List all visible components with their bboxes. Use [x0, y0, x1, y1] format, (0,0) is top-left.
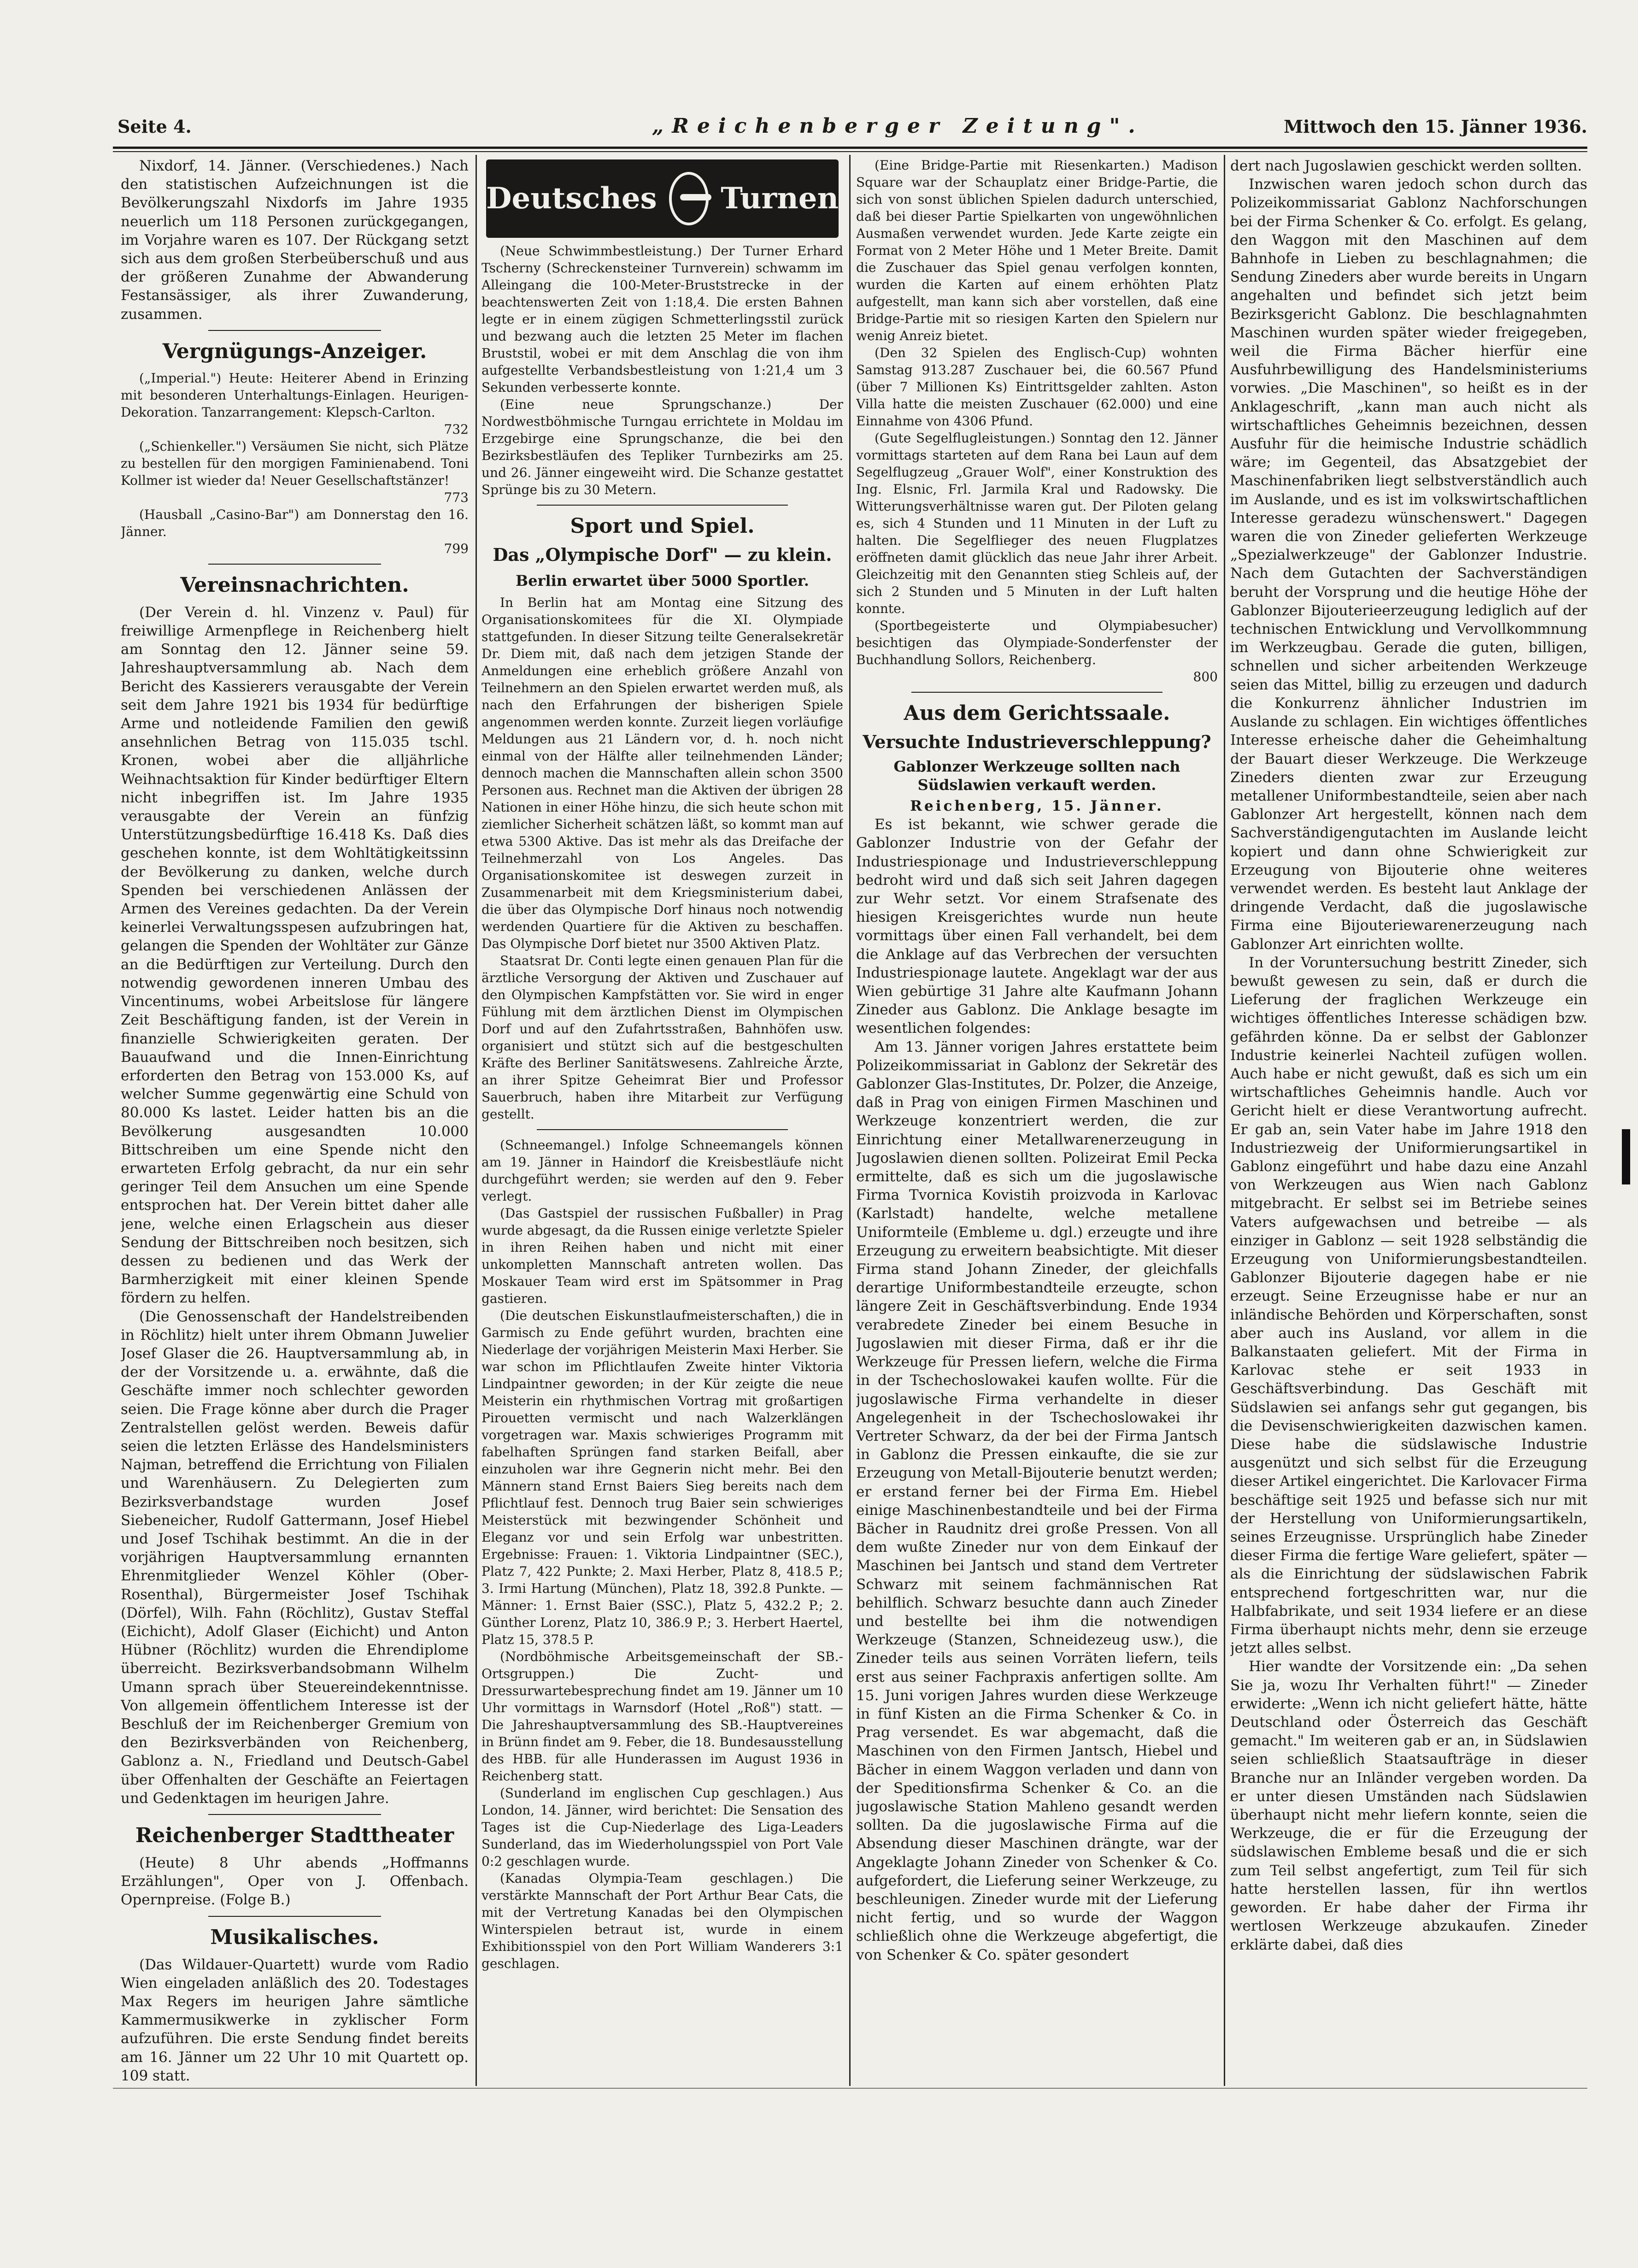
verein-heading: Vereinsnachrichten.: [180, 573, 409, 597]
separator: [911, 692, 1162, 693]
turnerkreuz-icon: [669, 172, 709, 225]
article-eiskunstlauf: (Die deutschen Eiskunstlaufmeisterschaften,) die in Garmisch zu Ende geführt wurden, brachten eine Niederlage der vorjährigen Meisterin Maxi Herber. Sie war schon im Pflichtlaufen Zweite hinter Viktoria Lindpaintner geworden; in der Kür zeigte die neue Meisterin ein rhythmischen Vortrag mit großartigen Pirouetten vermischt und nach Walzerklängen vorgetragen war. Maxis schwieriges Programm mit fabelhaften Sprüngen fand starken Beifall, aber einzuholen war ihre Gegnerin nicht mehr. Bei den Männern stand Ernst Baiers Sieg bereits nach dem Pflichtlauf fest. Dennoch trug Baier sein schwieriges Meisterstück mit bezwingender Schönheit und Eleganz vor und sein Erfolg war unbestritten. Ergebnisse: Frauen: 1. Viktoria Lindpaintner (SEC.), Platz 7, 422 Punkte; 2. Maxi Herber, Platz 8, 418.5 P.; 3. Irmi Hartung (München), Platz 18, 392.8 Punkte. — Männer: 1. Ernst Baier (SSC.), Platz 5, 432.2 P.; 2. Günther Lorenz, Platz 10, 386.9 P.; 3. Herbert Haertel, Platz 15, 378.5 P.: [481, 1308, 843, 1647]
separator: [537, 1129, 788, 1130]
masthead-title: „Reichenberger Zeitung".: [652, 114, 1144, 138]
article-russische-fussballer: (Das Gastspiel der russischen Fußballer) in Prag wurde abgesagt, da die Russen einige verletzte Spieler in ihren Reihen haben und nicht mit einer unkompletten Mannschaft antreten wollen. Das Moskauer Team wird erst im Spätsommer in Prag gastieren.: [481, 1206, 843, 1306]
article-olympic-dorf: In Berlin hat am Montag eine Sitzung des Organisationskomitees für die XI. Olympiade stattgefunden. In dieser Sitzung teilte Generalsekretär Dr. Diem mit, daß nach dem jetzigen Stande der Anmeldungen eine erheblich größere Anzahl von Teilnehmern an den Spielen erwartet werden muß, als nach den Erfahrungen der bisherigen Spiele angenommen werden konnte. Zurzeit liegen vorläufige Meldungen aus 21 Ländern vor, d. h. noch nicht einmal von der Hälfte aller teilnehmenden Länder; dennoch machen die Mannschaften allein schon 3500 Personen aus. Rechnet man die Aktiven der übrigen 28 Nationen in einer Höhe hinzu, die sich heute schon mit ziemlicher Sicherheit schätzen läßt, so kommt man auf etwa 5300 Aktive. Das ist mehr als das Dreifache der Teilnehmerzahl von Los Angeles. Das Organisationskomitee ist deswegen zurzeit in Zusammenarbeit mit dem Kriegsministerium dabei, die über das Olympische Dorf hinaus noch notwendig werdenden Quartiere für die Aktiven zu beschaffen. Das Olympische Dorf bietet nur 3500 Aktiven Platz.: [481, 595, 843, 951]
vergnuegung-heading: Vergnügungs-Anzeiger.: [162, 339, 427, 363]
article-court-body: Am 13. Jänner vorigen Jahres erstattete beim Polizeikommissariat in Gablonz der Sekretär des Gablonzer Glas-Institutes, Dr. Polzer, die Anzeige, daß in Prag von einigen Firmen Maschinen und Werkzeuge konzentriert werden, die zur Einrichtung einer Metallwarenerzeugung in Jugoslawien dienen sollten. Polizeirat Emil Pecka ermittelte, daß es sich um die jugoslawische Firma Tvornica Kovistih proizvoda in Karlovac (Karlstadt) handelte, welche metallene Uniformteile (Embleme u. dgl.) erzeugte und ihre Erzeugung zu erweitern beabsichtigte. Mit dieser Firma stand Johann Zineder, der gleichfalls derartige Uniformbestandteile erzeugte, schon längere Zeit in Geschäftsverbindung. Ende 1934 verabredete Zineder bei einem Besuche in Jugoslawien mit dieser Firma, daß er ihr die Werkzeuge für Pressen liefern, welche die Firma in der Tschechoslowakei kaufen wollte. Für die jugoslawische Firma verhandelte in dieser Angelegenheit in der Tschechoslowakei ihr Vertreter Schwarz, da der bei der Firma Jantsch in Gablonz die Pressen einkaufte, die sie zur Erzeugung von Metall-Bijouterie benutzt werden; er erstand ferner bei der Firma Em. Hiebel einige Maschinenbestandteile und bei der Firma Bächer in Raudnitz drei große Pressen. Von all dem wußte Zineder nur von dem Einkauf der Maschinen bei Jantsch und stand dem Vertreter Schwarz mit seinem fachmännischen Rat behilflich. Schwarz besuchte dann auch Zineder und bestellte bei ihm die notwendigen Werkzeuge (Stanzen, Schneidezeug usw.), die Zineder teils aus seinen Vorräten liefern, teils erst aus seiner Fachpraxis anfertigen sollte. Am 15. Juni vorigen Jahres wurden diese Werkzeuge in fünf Kisten an die Firma Schenker & Co. in Prag versendet. Es war abgemacht, daß die Maschinen von den Firmen Jantsch, Hiebel und Bächer in einem Waggon verladen und dann von der Speditionsfirma Schenker & Co. an die jugoslawische Station Mahleno gesandt werden sollten. Da die jugoslawische Firma auf die Absendung dieser Maschinen drängte, war der Angeklagte Johann Zineder von Schenker & Co. aufgefordert, die Lieferung seiner Werkzeuge, zu beschleunigen. Zineder wurde mit der Lieferung nicht fertig, und so wurde der Waggon schließlich ohne die Werkzeuge abgefertigt, die von Schenker & Co. später gesondert: [856, 1038, 1218, 1963]
separator: [208, 1916, 381, 1917]
article-englisch-cup: (Den 32 Spielen des Englisch-Cup) wohnten Samstag 913.287 Zuschauer bei, die 60.567 Pfund (über 7 Millionen Ks) Eintrittsgelder zahlten. Aston Villa hatte die meisten Zuschauer (62.000) und eine Einnahme von 4306 Pfund.: [856, 345, 1218, 429]
separator: [208, 1814, 381, 1815]
scan-edge-mark: [1622, 1129, 1630, 1184]
article-aerztliche-versorgung: Staatsrat Dr. Conti legte einen genauen Plan für die ärztliche Versorgung der Aktiven und Zuschauer auf den Olympischen Kampfstätten vor. Sie wird in enger Fühlung mit dem ärztlichen Dienst im Olympischen Dorf und auf den Zufahrtsstraßen, Bahnhöfen usw. organisiert und stützt sich auf die bestgeschulten Kräfte des Berliner Sanitätswesens. Zahlreiche Ärzte, an ihrer Spitze Geheimrat Bier und Professor Sauerbruch, haben ihre Mitarbeit zur Verfügung gestellt.: [481, 953, 843, 1122]
article-sb-ortsgruppen: (Nordböhmische Arbeitsgemeinschaft der SB.-Ortsgruppen.) Die Zucht- und Dressurwartebesprechung findet am 19. Jänner um 10 Uhr vormittags in Warnsdorf (Hotel „Roß") statt. — Die Jahreshauptversammlung des SB.-Hauptvereines in Brünn findet am 9. Feber, die 18. Bundesausstellung des HBB. für alle Hunderassen im August 1936 in Reichenberg statt.: [481, 1649, 843, 1784]
ad-imperial: („Imperial.") Heute: Heiterer Abend in Erinzing mit besonderen Unterhaltungs-Einlagen. Heurigen-Dekoration. Tanzarrangement: Klepsch-Carlton.: [121, 370, 469, 420]
olympic-subheading-2: Berlin erwartet über 5000 Sportler.: [516, 572, 809, 589]
column-2: [481, 157, 843, 2083]
court-heading: Aus dem Gerichtssaale.: [904, 701, 1170, 725]
footer-rule: [113, 2088, 1587, 2089]
article-court-cont-4: Hier wandte der Vorsitzende ein: „Da sehen Sie ja, wozu Ihr Verhalten führt!" — Zineder erwiderte: „Wenn ich nicht geliefert hätte, hätte Deutschland oder Österreich das Geschäft gemacht." Im weiteren gab er an, in Südslawien seien schließlich Staatsaufträge in dieser Branche nur an Inländer vergeben worden. Da er unter diesen Umständen nach Südslawien überhaupt nicht mehr liefern konnte, seien die Werkzeuge, die er für die Erzeugung der südslawischen Embleme besaß und die er sich zum Teil selbst angefertigt, zum Teil für sich hatte herstellen lassen, für ihn wertlos geworden. Er habe daher der Firma ihr wertlosen Werkzeuge abzukaufen. Zineder erklärte dabei, daß dies: [1230, 1658, 1587, 1953]
issue-date: Mittwoch den 15. Jänner 1936.: [1284, 116, 1587, 137]
column-divider: [476, 155, 477, 2086]
banner-left-text: Deutsches: [486, 181, 657, 216]
column-4: [1230, 157, 1587, 2083]
header-rule-thin: [113, 151, 1587, 152]
page-number: Seite 4.: [117, 116, 192, 137]
article-bridge: (Eine Bridge-Partie mit Riesenkarten.) Madison Square war der Schauplatz einer Bridge-Partie, die sich von sonst üblichen Spielen dadurch unterschied, daß bei dieser Partie Spielkarten von ungewöhnlichen Ausmaßen verwendet wurden. Jede Karte zeigte ein Format von 2 Meter Höhe und 1 Meter Breite. Damit die Zuschauer das Spiel genau verfolgen konnten, wurden die Karten auf einem erhöhten Platz aufgestellt, man kann sich aber vorstellen, daß eine Bridge-Partie mit so riesigen Karten den Spielern nur wenig Anreiz bietet.: [856, 158, 1218, 343]
article-kanada-olympia: (Kanadas Olympia-Team geschlagen.) Die verstärkte Mannschaft der Port Arthur Bear Cats, die mit der Vertretung Kanadas bei den Olympischen Winterspielen betraut ist, wurde in einem Exhibitionsspiel von den Port William Wanderers 3:1 geschlagen.: [481, 1871, 843, 1971]
separator: [537, 505, 788, 506]
article-olympiade-fenster: (Sportbegeisterte und Olympiabesucher) besichtigen das Olympiade-Sonderfenster der Buchhandlung Sollors, Reichenberg.: [856, 618, 1218, 667]
article-court-cont: dert nach Jugoslawien geschickt werden sollten.: [1230, 158, 1582, 174]
article-sunderland: (Sunderland im englischen Cup geschlagen.) Aus London, 14. Jänner, wird berichtet: Die Sensation des Tages ist die Cup-Niederlage des Liga-Leaders Sunderland, das im Wiederholungsspiel von Port Vale 0:2 geschlagen wurde.: [481, 1785, 843, 1869]
musik-heading: Musikalisches.: [210, 1925, 379, 1949]
ad-number: 732: [444, 421, 469, 437]
article-theater: (Heute) 8 Uhr abends „Hoffmanns Erzählungen", Oper von J. Offenbach. Opernpreise. (Folge B.): [121, 1855, 469, 1909]
olympic-subheading: Das „Olympische Dorf" — zu klein.: [493, 544, 832, 565]
court-dateline: Reichenberg, 15. Jänner.: [910, 798, 1164, 814]
article-schneemangel: (Schneemangel.) Infolge Schneemangels können am 19. Jänner in Haindorf die Kreisbestläufe nicht durchgeführt werden; sie werden auf den 9. Feber verlegt.: [481, 1137, 843, 1204]
article-handelstreibende: (Die Genossenschaft der Handelstreibenden in Röchlitz) hielt unter ihrem Obmann Juwelier Josef Glaser die 26. Hauptversammlung ab, in der der Vorsitzende u. a. erwähnte, daß die Geschäfte immer noch schlechter geworden seien. Die Frage könne aber durch die Prager Zentralstellen gelöst werden. Beweis dafür seien die letzten Erlässe des Handelsministers Najman, betreffend die Errichtung von Filialen und Warenhäusern. Zu Delegierten zum Bezirksverbandstage wurden Josef Siebeneicher, Rudolf Gattermann, Josef Hiebel und Josef Tschihak bestimmt. An die in der vorjährigen Hauptversammlung ernannten Ehrenmitglieder Wenzel Köhler (Ober-Rosenthal), Bürgermeister Josef Tschihak (Dörfel), Wilh. Fahn (Röchlitz), Gustav Steffal (Eichicht), Adolf Glaser (Eichicht) und Anton Hübner (Röchlitz) wurden die Ehrendiplome überreicht. Bezirksverbandsobmann Wilhelm Umann sprach über Steuereindekenntnisse. Von allgemein öffentlichem Interesse ist der Beschluß der im Reichenberger Gremium von den Bezirksverbänden von Reichenberg, Gablonz a. N., Friedland und Deutsch-Gabel über Offenhalten der Geschäfte an Feiertagen und Gedenktagen im heurigen Jahre.: [121, 1308, 469, 1807]
sport-heading: Sport und Spiel.: [570, 514, 755, 538]
banner-right-text: Turnen: [721, 181, 839, 216]
article-segelflug: (Gute Segelflugleistungen.) Sonntag den 12. Jänner vormittags starteten auf dem Rana bei Laun auf dem Segelflugzeug „Grauer Wolf", einer Konstruktion des Ing. Elsnic, Frl. Jarmila Kral und Radowsky. Die Witterungsverhältnisse waren gut. Der Piloten gelang es, sich 4 Stunden und 11 Minuten in der Luft zu halten. Die Segelflieger des neuen Flugplatzes eröffneten damit glücklich das neue Jahr ihrer Arbeit. Gleichzeitig mit den Genannten stieg Schleis auf, der sich 2 Stunden und 5 Minuten in der Luft halten konnte.: [856, 430, 1218, 616]
ad-casino-bar: (Hausball „Casino-Bar") am Donnerstag den 16. Jänner.: [121, 507, 469, 539]
ad-schienkeller: („Schienkeller.") Versäumen Sie nicht, sich Plätze zu bestellen für den morgigen Faminienabend. Toni Kollmer ist wieder da! Neuer Gesellschaftstänzer!: [121, 438, 469, 488]
article-schwimm: (Neue Schwimmbestleistung.) Der Turner Erhard Tscherny (Schreckensteiner Turnverein) schwamm im Alleingang die 100-Meter-Bruststrecke in der beachtenswerten Zeit von 1:18,4. Die ersten Bahnen legte er in einem zügigen Schmetterlingsstil zurück und bezwang auch die letzten 25 Meter im flachen Bruststil, wobei er mit dem Anschlag die von ihm aufgestellte Verbandsbestleistung von 1:21,4 um 3 Sekunden verbesserte konnte.: [481, 243, 843, 395]
article-nixdorf: Nixdorf, 14. Jänner. (Verschiedenes.) Nach den statistischen Aufzeichnungen ist die Bevölkerungszahl Nixdorfs im Jahre 1935 neuerlich um 118 Personen zurückgegangen, im Vorjahre waren es 107. Der Rückgang setzt sich aus dem großen Sterbeüberschuß und aus der größeren Zunahme der Abwanderung Festansässiger, als ihrer Zuwanderung, zusammen.: [121, 158, 469, 323]
ad-number: 800: [1193, 669, 1218, 684]
article-musik: (Das Wildauer-Quartett) wurde vom Radio Wien eingeladen anläßlich des 20. Todestages Max Regers im heurigen Jahre sämtliche Kammermusikwerke in zyklischer Form aufzuführen. Die erste Sendung findet bereits am 16. Jänner um 22 Uhr 10 mit Quartett op. 109 statt.: [121, 1956, 469, 2083]
article-court-cont-3: In der Voruntersuchung bestritt Zineder, sich bewußt gewesen zu sein, daß er durch die Lieferung der fraglichen Werkzeuge ein wichtiges öffentliches Interesse schädigen bzw. gefährden könne. Da er selbst der Gablonzer Industrie keinerlei Nachteil zufügen wollen. Auch habe er nicht gewußt, daß es sich um ein wirtschaftliches Geheimnis handle. Auch vor Gericht hielt er diese Verantwortung aufrecht. Er gab an, sein Vater habe im Jahre 1918 den Industriezweig der Uniformierungsartikel in Gablonz eingeführt und habe dazu eine Anzahl von Werkzeugen aus Wien nach Gablonz mitgebracht. Er selbst sei im Betriebe seines Vaters aufgewachsen und betreibe — als einziger in Gablonz — seit 1928 selbständig die Erzeugung von Uniformierungsbestandteilen. Gablonzer Bijouterie dagegen habe er nie erzeugt. Seine Erzeugnisse habe er nur an inländische Behörden und Körperschaften, sonst aber auch ins Ausland, vor allem in die Balkanstaaten geliefert. Mit der Firma in Karlovac stehe er seit 1933 in Geschäftsverbindung. Das Geschäft mit Südslawien sei anfangs sehr gut gegangen, bis die Devisenschwierigkeiten dazwischen kamen. Diese habe die südslawische Industrie ausgenützt und sich selbst für die Erzeugung dieser Artikel eingerichtet. Die Karlovacer Firma beschäftige seit 1925 und befasse sich nur mit der Herstellung von Uniformierungsartikeln, seines Erzeugnisse. Ursprünglich habe Zineder dieser Firma die fertige Ware geliefert, später — als die Einrichtung der südslawischen Fabrik entsprechend fortgeschritten war, nur die Halbfabrikate, und seit 1934 liefere er an diese Firma überhaupt nichts mehr, denn sie erzeuge jetzt alles selbst.: [1230, 954, 1587, 1657]
header-rule: [113, 147, 1587, 149]
court-subheading-2: Gablonzer Werkzeuge sollten nach Südslawien verkauft werden.: [893, 758, 1180, 794]
article-court-cont-2: Inzwischen waren jedoch schon durch das Polizeikommissariat Gablonz Nachforschungen bei der Firma Schenker & Co. erfolgt. Es gelang, den Waggon mit den Maschinen auf dem Bahnhofe in Lieben zu beschlagnahmen; die Sendung Zineders aber wurde bereits in Ungarn angehalten und befindet sich jetzt beim Bezirksgericht Gablonz. Die beschlagnahmten Maschinen wurden später wieder freigegeben, weil die Firma Bächer hierfür eine Ausfuhrbewilligung des Handelsministeriums vorwies. „Die Maschinen", so heißt es in der Anklageschrift, „kann man auch nicht als wirtschaftliches Geheimnis bezeichnen, dessen Ausfuhr für die heimische Industrie schädlich wäre; im Gegenteil, das Absatzgebiet der Maschinenfabriken liegt selbstverständlich auch im Auslande, und es ist im volkswirtschaftlichen Interesse geradezu wünschenswert." Dagegen waren die von Zineder gelieferten Werkzeuge „Spezialwerkzeuge" der Gablonzer Industrie. Nach dem Gutachten der Sachverständigen beruht der Vorsprung und die heutige Höhe der Gablonzer Bijouterieerzeugung lediglich auf der technischen Entwicklung und Vervollkommnung im Werkzeugbau. Gerade die guten, billigen, schnellen und sicher arbeitenden Werkzeuge seien das Mittel, billig zu erzeugen und dadurch die Konkurrenz ähnlicher Industrien im Auslande zu schlagen. Ein wichtiges öffentliches Interesse erheische daher die Geheimhaltung der Bauart dieser Werkzeuge. Die Werkzeuge Zineders dienten zwar zur Erzeugung metallener Uniformbestandteile, seien aber nach Gablonzer Art hergestellt, können nach dem Sachverständigengutachten im Auslande leicht kopiert und dann ohne Schwierigkeit zur Erzeugung von Bijouterie ohne weiteres verwendet werden. Es besteht laut Anklage der dringende Verdacht, daß die jugoslawische Firma eine Bijouteriewarenerzeugung nach Gablonzer Art einrichten wollte.: [1230, 176, 1587, 953]
article-vinzenz-verein: (Der Verein d. hl. Vinzenz v. Paul) für freiwillige Armenpflege in Reichenberg hielt am Sonntag den 12. Jänner seine 59. Jahreshauptversammlung ab. Nach dem Bericht des Kassierers verausgabte der Verein seit dem Jahre 1921 bis 1934 für bedürftige Arme und notleidende Familien den gewiß ansehnlichen Betrag von 115.035 tschl. Kronen, wobei aber die alljährliche Weihnachtsaktion für Kinder bedürftiger Eltern nicht inbegriffen ist. Im Jahre 1935 verausgabte der Verein an fünfzig Unterstützungsbedürftige 16.418 Ks. Daß dies geschehen konnte, ist dem Wohltätigkeitssinn der Bevölkerung zu danken, welche durch Spenden bei verschiedenen Anlässen der Armen des Vereines gedachten. Da der Verein keinerlei Verwaltungsspesen aufzubringen hat, gelangen die Spenden der Wohltäter zur Gänze an die Bedürftigen zur Verteilung. Durch den notwendig gewordenen inneren Umbau des Vincentinums, wobei Arbeitslose für längere Zeit Beschäftigung fanden, ist der Verein in finanzielle Schwierigkeiten geraten. Der Bauaufwand und die Innen-Einrichtung erforderten den Betrag von 153.000 Ks, auf welcher Summe gegenwärtig eine Schuld von 80.000 Ks lastet. Leider hatten bis an die Bevölkerung ausgesandten 10.000 Bittschreiben um eine Spende nicht den erwarteten Erfolg gebracht, da nur ein sehr geringer Teil dem Ansuchen um eine Spende entsprochen hat. Der Verein bittet daher alle jene, welche einen Erlagschein aus dieser Sendung der Bittschreiben noch besitzen, sich dessen zu bedienen und das Werk der Barmherzigkeit mit einer kleinen Spende fördern zu helfen.: [121, 604, 469, 1307]
article-sprungschanze: (Eine neue Sprungschanze.) Der Nordwestböhmische Turngau errichtete in Moldau im Erzgebirge eine Sprungschanze, die bei den Bezirksbestläufen des Tepliker Turnbezirks am 25. und 26. Jänner eingeweiht wird. Die Schanze gestattet Sprünge bis zu 30 Metern.: [481, 397, 843, 497]
court-subheading: Versuchte Industrieverschleppung?: [863, 731, 1211, 752]
column-1: [121, 157, 469, 2083]
ad-number: 773: [444, 489, 469, 505]
column-divider: [1224, 155, 1225, 2086]
ad-number: 799: [444, 541, 469, 556]
page-header: [113, 113, 1587, 141]
column-divider: [849, 155, 851, 2086]
turnen-banner: [486, 159, 839, 238]
article-court-intro: Es ist bekannt, wie schwer gerade die Gablonzer Industrie von der Gefahr der Industriespionage und Industrieverschleppung bedroht wird und daß sich seit Jahren dagegen zur Wehr setzt. Vor einem Strafsenate des hiesigen Kreisgerichtes wurde nun heute vormittags über einen Fall verhandelt, bei dem die Anklage auf das Verbrechen der versuchten Industriespionage lautete. Angeklagt war der aus Wien gebürtige 31 Jahre alte Kaufmann Johann Zineder aus Gablonz. Die Anklage besagte im wesentlichen folgendes:: [856, 816, 1218, 1037]
column-3: [856, 157, 1218, 2083]
theater-heading: Reichenberger Stadttheater: [135, 1824, 454, 1848]
separator: [208, 564, 381, 565]
separator: [208, 330, 381, 331]
